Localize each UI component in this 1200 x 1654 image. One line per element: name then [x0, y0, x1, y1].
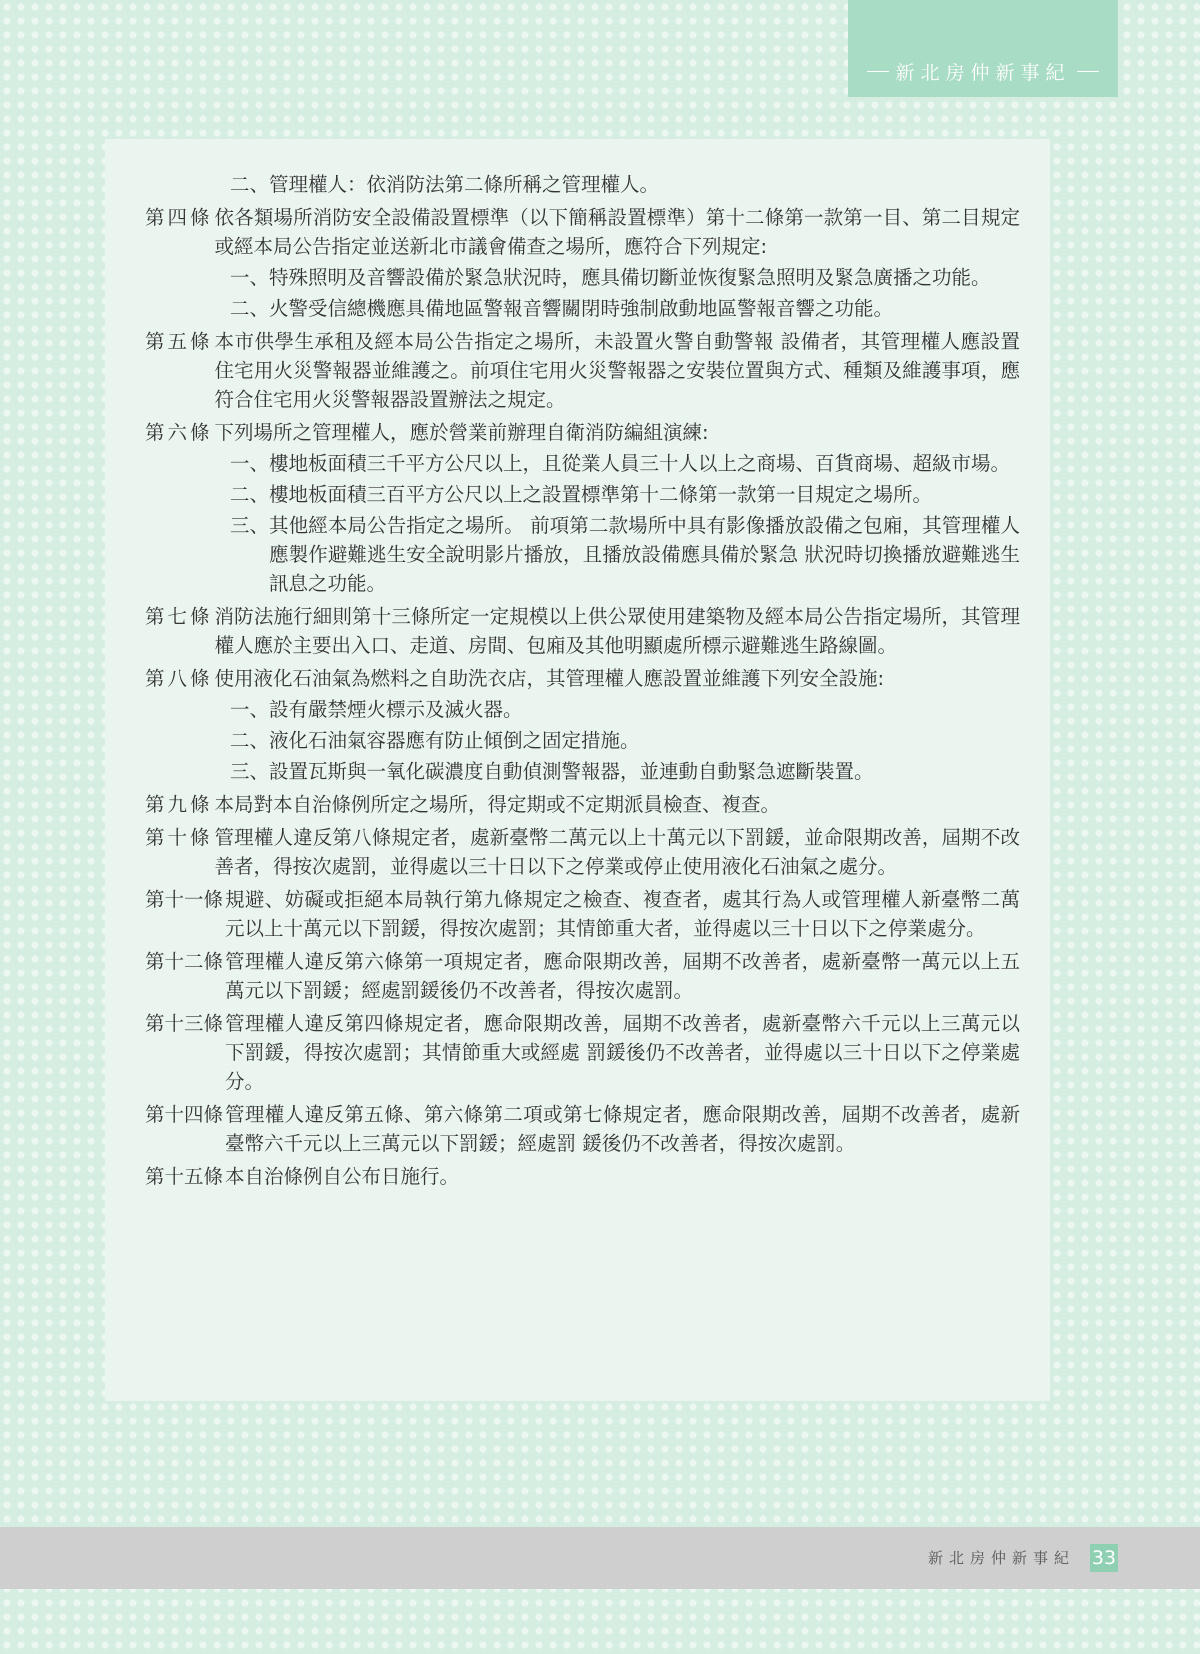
article-text: 下列場所之管理權人，應於營業前辦理自衛消防編組演練:	[214, 421, 709, 444]
header-title	[867, 58, 1098, 85]
article-label: 第七條	[145, 605, 213, 628]
item-number: 三、	[230, 760, 270, 783]
regulation-text	[145, 170, 1020, 1191]
article-label: 第六條	[145, 421, 213, 444]
item-number: 一、	[230, 698, 270, 721]
article-text: 消防法施行細則第十三條所定一定規模以上供公眾使用建築物及經本局公告指定場所，其管理權人應於主要出入口、走道、房間、包廂及其他明顯處所標示避難逃生路線圖。	[214, 605, 1020, 657]
article-label: 第十三條	[145, 1012, 224, 1035]
item-number: 二、	[230, 729, 270, 752]
article	[145, 1100, 1020, 1158]
article-label: 第十條	[145, 826, 213, 849]
item-text: 樓地板面積三百平方公尺以上之設置標準第十二條第一款第一目規定之場所。	[269, 483, 933, 506]
article-text: 使用液化石油氣為燃料之自助洗衣店，其管理權人應設置並維護下列安全設施:	[214, 667, 885, 690]
article-label: 第十一條	[145, 888, 224, 911]
article-label: 第十二條	[145, 950, 224, 973]
header-tab	[848, 0, 1118, 97]
article-item	[230, 263, 1020, 292]
article-text: 管理權人違反第八條規定者，處新臺幣二萬元以上十萬元以下罰鍰，並命限期改善，屆期不改善者，得按次處罰，並得處以三十日以下之停業或停止使用液化石油氣之處分。	[214, 826, 1020, 878]
article	[145, 203, 1020, 261]
header-dash-right	[1077, 71, 1099, 72]
article-label: 第十四條	[145, 1103, 224, 1126]
item-number: 一、	[230, 266, 270, 289]
article	[145, 947, 1020, 1005]
header-title-text: 新北房仲新事紀	[895, 62, 1071, 84]
article-text: 管理權人違反第五條、第六條第二項或第七條規定者，應命限期改善，屆期不改善者，處新臺幣六千元以上三萬元以下罰鍰；經處罰 鍰後仍不改善者，得按次處罰。	[225, 1103, 1020, 1155]
footer-title: 新北房仲新事紀	[927, 1549, 1075, 1567]
article-text: 本自治條例自公布日施行。	[225, 1165, 460, 1188]
item-number: 二、	[230, 483, 270, 506]
article-label: 第十五條	[145, 1165, 224, 1188]
article-item	[230, 757, 1020, 786]
article-text: 管理權人違反第四條規定者，應命限期改善，屆期不改善者，處新臺幣六千元以上三萬元以下罰鍰，得按次處罰；其情節重大或經處 罰鍰後仍不改善者，並得處以三十日以下之停業處分。	[225, 1012, 1020, 1093]
articles-list	[145, 203, 1020, 1191]
item-number: 三、	[230, 514, 270, 537]
page-number: 33	[1090, 1544, 1118, 1572]
article-text: 本市供學生承租及經本局公告指定之場所，未設置火警自動警報 設備者，其管理權人應設置住宅用火災警報器並維護之。前項住宅用火災警報器之安裝位置與方式、種類及維護事項，應符合住宅用火災警報器設置辦法之規定。	[214, 330, 1020, 411]
article-text: 管理權人違反第六條第一項規定者，應命限期改善，屆期不改善者，處新臺幣一萬元以上五萬元以下罰鍰；經處罰鍰後仍不改善者，得按次處罰。	[225, 950, 1020, 1002]
item-text: 其他經本局公告指定之場所。 前項第二款場所中具有影像播放設備之包廂，其管理權人 應製作避難逃生安全說明影片播放，且播放設備應具備於緊急 狀況時切換播放避難逃生訊息之功能。	[269, 514, 1020, 595]
item-number: 一、	[230, 452, 270, 475]
item-text: 液化石油氣容器應有防止傾倒之固定措施。	[269, 729, 640, 752]
item-text: 特殊照明及音響設備於緊急狀況時，應具備切斷並恢復緊急照明及緊急廣播之功能。	[269, 266, 991, 289]
article-label: 第四條	[145, 206, 213, 229]
article-item	[230, 726, 1020, 755]
article	[145, 790, 1020, 819]
article	[145, 418, 1020, 447]
footer-bar	[0, 1527, 1200, 1589]
article-item	[230, 695, 1020, 724]
article-item	[230, 449, 1020, 478]
article	[145, 1009, 1020, 1096]
article-text: 本局對本自治條例所定之場所，得定期或不定期派員檢查、複查。	[214, 793, 781, 816]
item-text: 設有嚴禁煙火標示及滅火器。	[269, 698, 523, 721]
article	[145, 327, 1020, 414]
article	[145, 664, 1020, 693]
article	[145, 1162, 1020, 1191]
article-label: 第五條	[145, 330, 213, 353]
article-item	[230, 294, 1020, 323]
article-item	[230, 480, 1020, 509]
article-label: 第八條	[145, 667, 213, 690]
item-text: 火警受信總機應具備地區警報音響關閉時強制啟動地區警報音響之功能。	[269, 297, 894, 320]
article	[145, 885, 1020, 943]
item-text: 設置瓦斯與一氧化碳濃度自動偵測警報器，並連動自動緊急遮斷裝置。	[269, 760, 874, 783]
article	[145, 823, 1020, 881]
header-dash-left	[867, 71, 889, 72]
item-text: 樓地板面積三千平方公尺以上，且從業人員三十人以上之商場、百貨商場、超級市場。	[269, 452, 1011, 475]
article	[145, 602, 1020, 660]
article-text: 依各類場所消防安全設備設置標準（以下簡稱設置標準）第十二條第一款第一目、第二目規定或經本局公告指定並送新北市議會備查之場所，應符合下列規定:	[214, 206, 1020, 258]
intro-line: 二、管理權人：依消防法第二條所稱之管理權人。	[230, 173, 660, 196]
article-item	[230, 511, 1020, 598]
item-number: 二、	[230, 297, 270, 320]
article-label: 第九條	[145, 793, 213, 816]
article-text: 規避、妨礙或拒絕本局執行第九條規定之檢查、複查者，處其行為人或管理權人新臺幣二萬元以上十萬元以下罰鍰，得按次處罰；其情節重大者，並得處以三十日以下之停業處分。	[225, 888, 1020, 940]
